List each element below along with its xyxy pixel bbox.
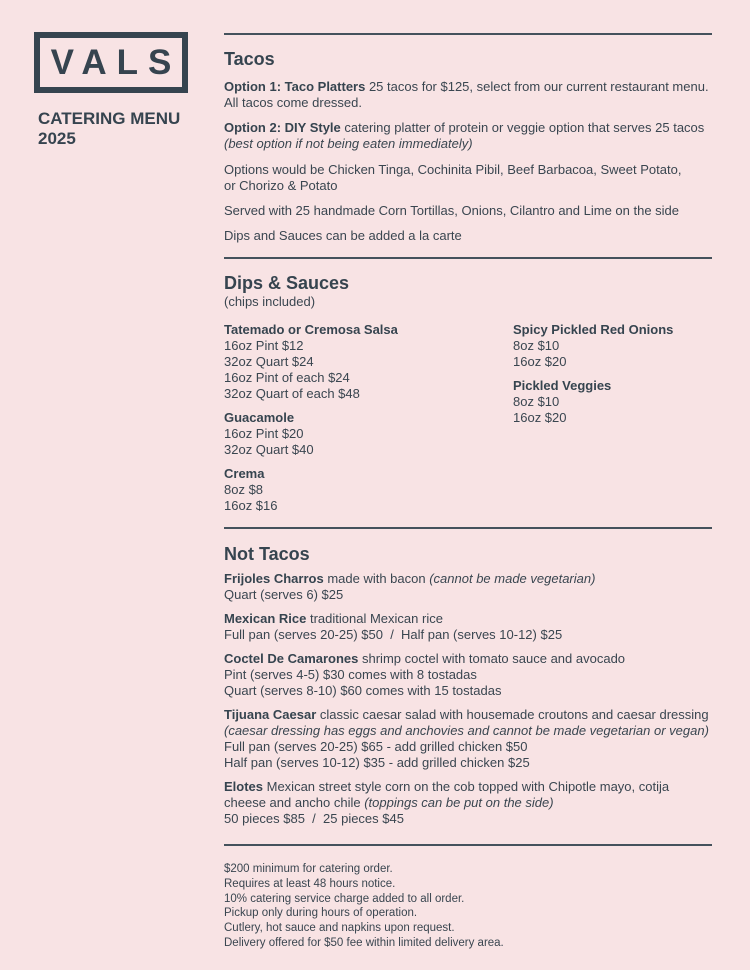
dip-price: 8oz $10	[513, 338, 560, 353]
option-1-label: Option 1: Taco Platters	[224, 79, 366, 94]
option-2-note: (best option if not being eaten immediately)	[224, 136, 473, 151]
dips-columns	[224, 322, 712, 514]
terms-line: Cutlery, hot sauce and napkins upon request.	[224, 922, 455, 935]
dip-price: 32oz Quart $40	[224, 442, 314, 457]
dip-price: 8oz $10	[513, 394, 560, 409]
options-line-2: or Chorizo & Potato	[224, 178, 338, 193]
dip-name: Guacamole	[224, 410, 295, 425]
terms-line: Requires at least 48 hours notice.	[224, 877, 396, 890]
dip-price: 8oz $8	[224, 482, 264, 497]
menu-item-frijoles	[224, 571, 712, 603]
dip-item	[513, 322, 712, 370]
dip-price: 16oz Pint of each $24	[224, 370, 350, 385]
dip-name: Spicy Pickled Red Onions	[513, 322, 674, 337]
catering-menu-label: CATERING MENU	[38, 109, 181, 128]
catering-menu-year: 2025	[38, 129, 76, 148]
dips-left-column	[224, 322, 513, 514]
dips-right-column	[513, 322, 712, 514]
dips-section	[224, 272, 712, 514]
dip-price: 16oz Pint $12	[224, 338, 304, 353]
dip-item	[224, 322, 513, 402]
dip-price: 32oz Quart $24	[224, 354, 314, 369]
item-note: (toppings can be put on the side)	[364, 795, 554, 810]
item-name: Frijoles Charros	[224, 571, 324, 586]
dip-name: Pickled Veggies	[513, 378, 612, 393]
divider	[224, 33, 712, 35]
dip-item	[224, 410, 513, 458]
tacos-section	[224, 48, 712, 244]
item-note: (cannot be made vegetarian)	[429, 571, 596, 586]
dip-price: 32oz Quart of each $48	[224, 386, 360, 401]
item-desc: Mexican street style corn on the cob topped with Chipotle mayo, cotija	[263, 779, 670, 794]
option-2-label: Option 2: DIY Style	[224, 120, 341, 135]
options-line-1: Options would be Chicken Tinga, Cochinita Pibil, Beef Barbacoa, Sweet Potato,	[224, 162, 682, 177]
dip-price: 16oz $16	[224, 498, 278, 513]
item-price: Quart (serves 8-10) $60 comes with 15 tostadas	[224, 683, 502, 698]
item-desc: classic caesar salad with housemade croutons and caesar dressing	[316, 707, 709, 722]
item-desc: cheese and ancho chile	[224, 795, 365, 810]
dip-price: 16oz Pint $20	[224, 426, 304, 441]
terms-line: Pickup only during hours of operation.	[224, 907, 418, 920]
item-desc: shrimp coctel with tomato sauce and avocado	[358, 651, 626, 666]
divider	[224, 527, 712, 529]
dips-note: Dips and Sauces can be added a la carte	[224, 228, 462, 243]
not-tacos-section	[224, 543, 712, 827]
item-name: Tijuana Caesar	[224, 707, 317, 722]
served-with: Served with 25 handmade Corn Tortillas, Onions, Cilantro and Lime on the side	[224, 203, 680, 218]
item-note: (caesar dressing has eggs and anchovies and cannot be made vegetarian or vegan)	[224, 723, 709, 738]
catering-menu-title	[38, 109, 180, 149]
vals-logo: VALS	[34, 32, 188, 93]
item-price: Pint (serves 4-5) $30 comes with 8 tostadas	[224, 667, 477, 682]
taco-options-list	[224, 162, 712, 194]
item-price: Full pan (serves 20-25) $50 / Half pan (serves 10-12) $25	[224, 627, 563, 642]
option-1-text: 25 tacos for $125, select from our current restaurant menu.	[365, 79, 709, 94]
dips-title: Dips & Sauces	[224, 273, 350, 293]
item-name: Mexican Rice	[224, 611, 307, 626]
taco-option-2	[224, 120, 712, 152]
item-price: Full pan (serves 20-25) $65 - add grilled chicken $50	[224, 739, 528, 754]
dip-name: Tatemado or Cremosa Salsa	[224, 322, 398, 337]
tacos-title: Tacos	[224, 49, 275, 69]
item-price: Half pan (serves 10-12) $35 - add grilled chicken $25	[224, 755, 530, 770]
dip-price: 16oz $20	[513, 354, 567, 369]
dip-item	[513, 378, 712, 426]
item-price: Quart (serves 6) $25	[224, 587, 344, 602]
option-2-text: catering platter of protein or veggie option that serves 25 tacos	[340, 120, 705, 135]
menu-item-caesar	[224, 707, 712, 771]
dip-name: Crema	[224, 466, 265, 481]
item-desc: traditional Mexican rice	[306, 611, 443, 626]
menu-item-coctel	[224, 651, 712, 699]
option-1-text-2: All tacos come dressed.	[224, 95, 363, 110]
terms-line: $200 minimum for catering order.	[224, 863, 393, 875]
catering-terms	[224, 862, 712, 951]
taco-option-1	[224, 79, 712, 111]
dip-price: 16oz $20	[513, 410, 567, 425]
not-tacos-title: Not Tacos	[224, 544, 310, 564]
menu-content	[224, 33, 712, 951]
item-desc: made with bacon	[323, 571, 430, 586]
menu-item-rice	[224, 611, 712, 643]
item-name: Coctel De Camarones	[224, 651, 359, 666]
item-name: Elotes	[224, 779, 264, 794]
terms-line: Delivery offered for $50 fee within limited delivery area.	[224, 936, 504, 949]
dips-subtitle: (chips included)	[224, 294, 316, 309]
terms-line: 10% catering service charge added to all order.	[224, 892, 465, 905]
item-price: 50 pieces $85 / 25 pieces $45	[224, 811, 404, 826]
menu-item-elotes	[224, 779, 712, 827]
divider	[224, 257, 712, 259]
divider	[224, 844, 712, 846]
dip-item	[224, 466, 513, 514]
